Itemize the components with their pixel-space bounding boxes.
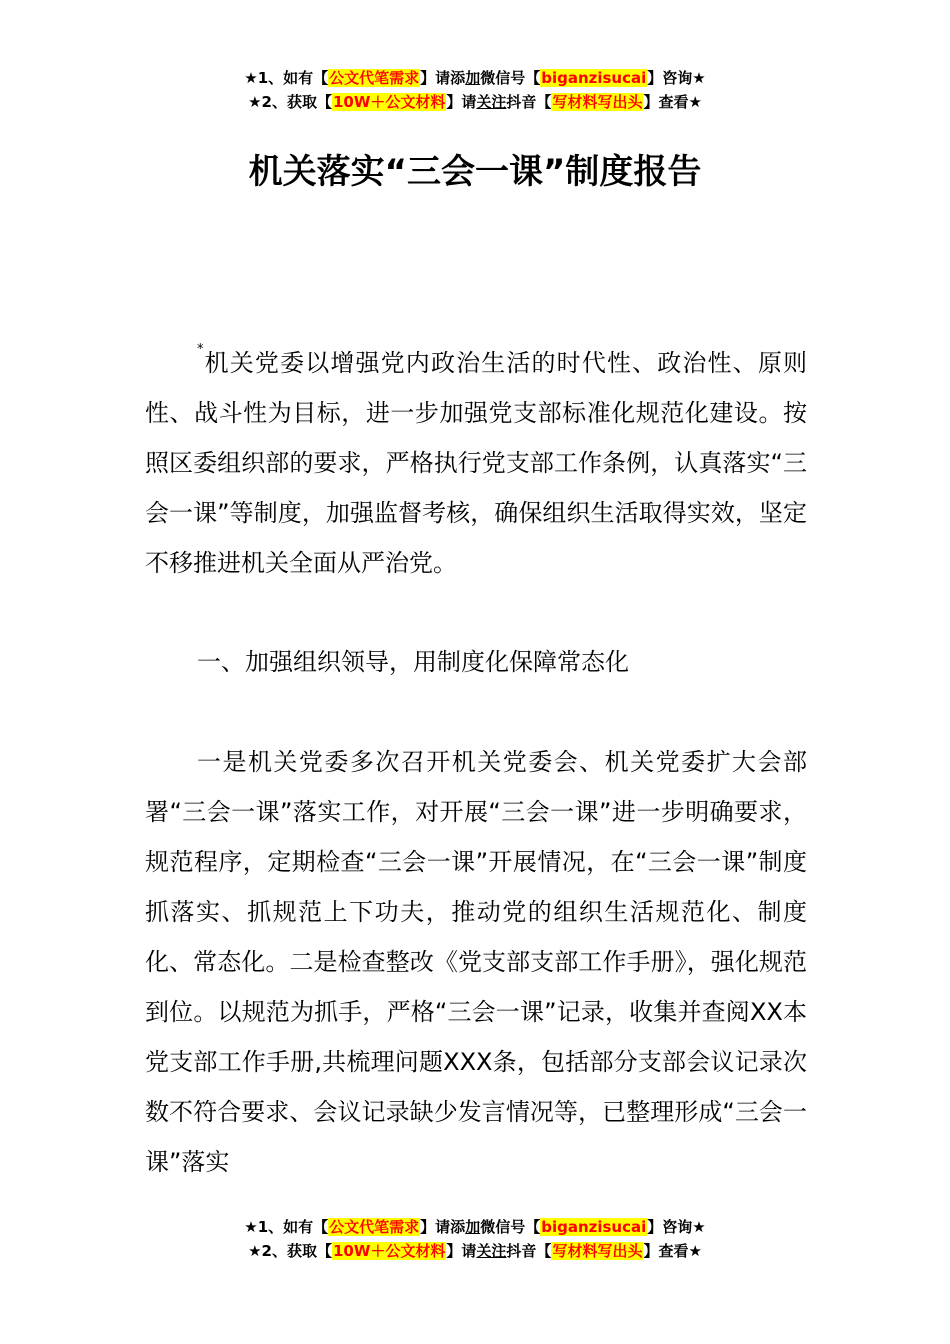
- banner-text: ★2、获取【: [248, 1242, 332, 1260]
- banner-highlight: 写材料写出头: [552, 93, 643, 111]
- banner-text: 抖音【: [506, 93, 552, 111]
- banner-text: 】咨询★: [647, 69, 706, 87]
- intro-text: 机关党委以增强党内政治生活的时代性、政治性、原则性、战斗性为目标，进一步加强党支部标准化规范化建设。按照区委组织部的要求，严格执行党支部工作条例，认真落实“三会一课”等制度，加强监督考核，确保组织生活取得实效，坚定不移推进机关全面从严治党。: [145, 349, 807, 577]
- banner-highlight: biganzisucai: [541, 69, 647, 87]
- banner-text: 】请: [446, 93, 477, 111]
- banner-line-1: [0, 1215, 950, 1239]
- banner-text: 】请添: [420, 69, 466, 87]
- banner-line-2: [0, 1239, 950, 1263]
- banner-highlight: 写材料写出头: [552, 1242, 643, 1260]
- banner-highlight: biganzisucai: [541, 1218, 647, 1236]
- banner-underline: 加: [465, 69, 481, 87]
- banner-underline: 加: [465, 1218, 481, 1236]
- banner-highlight: 10W＋公文材料: [332, 93, 446, 111]
- banner-text: 抖音【: [506, 1242, 552, 1260]
- banner-text: 微信号【: [480, 69, 541, 87]
- banner-highlight: 10W＋公文材料: [332, 1242, 446, 1260]
- banner-underline: 关注: [476, 1242, 507, 1260]
- banner-text: ★1、如有【: [244, 1218, 329, 1236]
- page-title: 机关落实“三会一课”制度报告: [248, 152, 702, 192]
- banner-text: 】查看★: [643, 1242, 702, 1260]
- banner-text: 微信号【: [480, 1218, 541, 1236]
- banner-text: 】咨询★: [647, 1218, 706, 1236]
- banner-text: 】查看★: [643, 93, 702, 111]
- banner-line-1: [0, 66, 950, 90]
- banner-highlight: 公文代笔需求: [329, 69, 420, 87]
- intro-paragraph: [145, 338, 807, 588]
- section-body-paragraph: 一是机关党委多次召开机关党委会、机关党委扩大会部署“三会一课”落实工作，对开展“三会一课”进一步明确要求，规范程序，定期检查“三会一课”开展情况，在“三会一课”制度抓落实、抓规范上下功夫，推动党的组织生活规范化、制度化、常态化。二是检查整改《党支部支部工作手册》，强化规范到位。以规范为抓手，严格“三会一课”记录，收集并查阅XX本党支部工作手册,共梳理问题XXX条，包括部分支部会议记录次数不符合要求、会议记录缺少发言情况等，已整理形成“三会一课”落实: [145, 748, 807, 1176]
- header-banner: [0, 66, 950, 114]
- banner-highlight: 公文代笔需求: [329, 1218, 420, 1236]
- footnote-mark: *: [197, 342, 204, 357]
- footer-banner: [0, 1215, 950, 1263]
- banner-text: ★1、如有【: [244, 69, 329, 87]
- banner-text: 】请添: [420, 1218, 466, 1236]
- banner-line-2: [0, 90, 950, 114]
- banner-underline: 关注: [476, 93, 507, 111]
- banner-text: ★2、获取【: [248, 93, 332, 111]
- section-heading: 一、加强组织领导，用制度化保障常态化: [197, 648, 629, 676]
- banner-text: 】请: [446, 1242, 477, 1260]
